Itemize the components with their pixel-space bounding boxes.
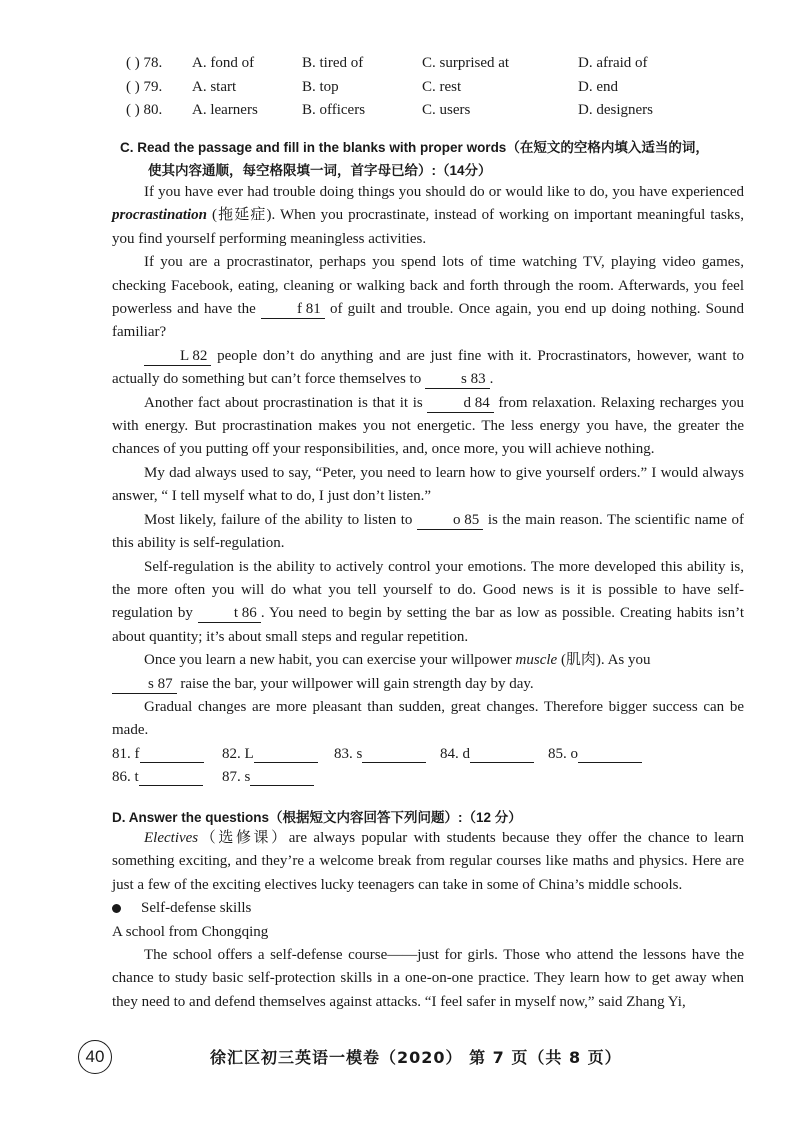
paragraph-3: L 82 people don’t do anything and are just fine with it. Procrastinators, however, want to actually do something but can’t force themselves to s 83 . [112, 347, 744, 388]
paragraph-4: Another fact about procrastination is that it is d 84 from relaxation. Relaxing recharges you with energy. But procrastination makes you not energetic. The less energy you have, the greater the chances of you putting off your responsibilities, and, once more, you will achieve nothing. [112, 394, 744, 458]
bullet-icon [112, 904, 121, 913]
blank-81[interactable]: f 81 [261, 301, 325, 319]
answer-81[interactable]: 81. f [112, 746, 204, 763]
paragraph-2: If you are a procrastinator, perhaps you spend lots of time watching TV, playing video games, checking Facebook, eating, cleaning or walking back and forth through the room. Afterwards, you feel powerless and have the f 81 of guilt and trouble. Once again, you end up doing nothing. Sound familiar? [112, 254, 744, 341]
answer-84[interactable]: 84. d [440, 746, 534, 763]
blank-86[interactable]: t 86 [198, 605, 261, 623]
paragraph-5: My dad always used to say, “Peter, you need to learn how to give yourself orders.” I would always answer, “ I tell myself what to do, I just don’t listen.” [112, 464, 744, 505]
option-a: A. learners [192, 102, 258, 118]
paragraph-7: Self-regulation is the ability to actively control your emotions. The more developed this ability is, the more often you will do what you tell yourself to do. Good news is it is possible to have self-regulation by t 86 . You need to begin by setting the bar as low as possible. Creating habits isn’t about quantity; it’s about small steps and regular repetition. [112, 558, 744, 645]
section-d-header: D. Answer the questions（根据短文内容回答下列问题）:（12 分） [112, 810, 522, 825]
term-electives: Electives [144, 830, 199, 846]
answer-86[interactable]: 86. t [112, 769, 203, 786]
paragraph-6: Most likely, failure of the ability to listen to o 85 is the main reason. The scientific name of this ability is self-regulation. [112, 511, 744, 552]
section-c-header-line1: C. Read the passage and fill in the blanks with proper words（在短文的空格内填入适当的词， [120, 140, 709, 155]
answer-83[interactable]: 83. s [334, 746, 426, 763]
option-d: D. end [578, 79, 618, 95]
option-d: D. designers [578, 102, 653, 118]
blank-87[interactable]: s 87 [112, 676, 177, 694]
blank-84[interactable]: d 84 [427, 395, 493, 413]
option-a: A. fond of [192, 55, 255, 71]
question-number: ( ) 79. [126, 79, 163, 95]
page-number-circle: 40 [78, 1040, 112, 1074]
option-c: C. rest [422, 79, 462, 95]
question-number: ( ) 80. [126, 102, 163, 118]
answer-85[interactable]: 85. o [548, 746, 642, 763]
option-d: D. afraid of [578, 55, 648, 71]
section-c-header-line2: 使其内容通顺，每空格限填一词，首字母已给）:（14分） [148, 163, 492, 178]
paragraph-self-defense: The school offers a self-defense course——just for girls. Those who attend the lessons have the chance to study basic self-protection skills in a one-on-one practice. They learn how to get away when they need to and defend themselves against attacks. “I feel safer in myself now,” said Zhang Yi, [112, 947, 744, 1010]
blank-83[interactable]: s 83 [425, 371, 490, 389]
term-muscle: muscle [515, 652, 558, 669]
school-name: A school from Chongqing [112, 923, 269, 940]
bullet-item: Self-defense skills [112, 897, 744, 920]
question-number: ( ) 78. [126, 55, 163, 71]
option-a: A. start [192, 79, 237, 95]
paragraph-1: If you have ever had trouble doing things you should do or would like to do, you have experienced procrastination (拖延症). When you procrastinate, instead of working on important meaningful tasks, you find yourself performing meaningless activities. [112, 184, 744, 247]
answer-87[interactable]: 87. s [222, 769, 314, 786]
option-c: C. surprised at [422, 55, 510, 71]
blank-85[interactable]: o 85 [417, 512, 483, 530]
section-c-passage [112, 181, 744, 743]
answer-82[interactable]: 82. L [222, 746, 318, 763]
blank-82[interactable]: L 82 [144, 348, 211, 366]
option-b: B. tired of [302, 55, 364, 71]
footer-title: 徐汇区初三英语一模卷（2020） 第 7 页（共 8 页） [210, 1048, 622, 1067]
option-b: B. top [302, 79, 339, 95]
paragraph-9: Gradual changes are more pleasant than sudden, great changes. Therefore bigger success can be made. [112, 698, 744, 739]
term-procrastination: procrastination [112, 207, 208, 224]
paragraph-8: Once you learn a new habit, you can exercise your willpower muscle (肌肉). As you s 87 raise the bar, your willpower will gain strength day by day. [112, 649, 744, 696]
paragraph-electives: Electives（选修课）are always popular with students because they offer the chance to learn something exciting, and they’re a welcome break from regular courses like maths and physics. Here are just a few of the exciting electives lucky teenagers can take in some of China’s middle schools. [112, 830, 744, 893]
option-b: B. officers [302, 102, 366, 118]
section-d-passage [112, 827, 744, 1014]
option-c: C. users [422, 102, 471, 118]
